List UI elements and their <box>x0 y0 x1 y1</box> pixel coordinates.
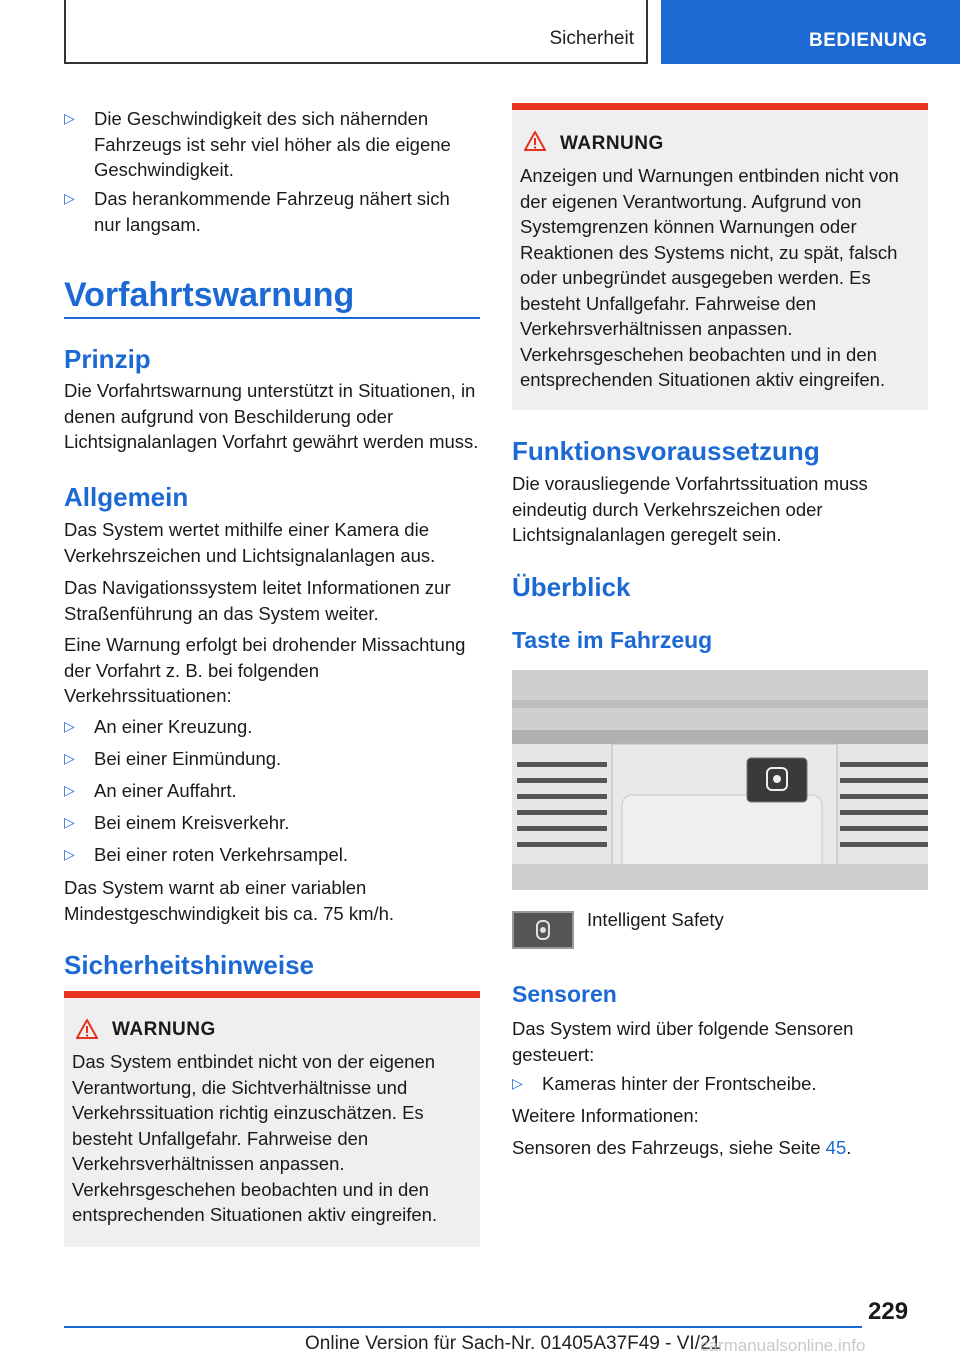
bullet-icon: ▷ <box>64 718 75 734</box>
paragraph: Das Navigationssystem leitet Informationen zur Straßenführung an das System weiter. <box>64 577 451 624</box>
heading-funktionsvoraussetzung: Funktionsvoraussetzung <box>512 436 820 466</box>
footer-online-version: Online Version für Sach-Nr. 01405A37F49 - VI/21 <box>305 1333 722 1354</box>
bullet-icon: ▷ <box>64 110 75 126</box>
paragraph: Die Vorfahrtswarnung unterstützt in Situationen, in denen aufgrund von Beschilderung oder Lichtsignalanlagen Vorfahrt gewährt werden muss. <box>64 380 479 452</box>
footer-rule <box>64 1326 862 1328</box>
list-item-text: Kameras hinter der Frontscheibe. <box>542 1073 817 1094</box>
paragraph: Die vorausliegende Vorfahrtssituation muss eindeutig durch Verkehrszeichen oder Lichtsignalanlagen geregelt sein. <box>512 473 868 545</box>
header-section-box <box>64 0 648 64</box>
header-chapter-tab[interactable] <box>661 0 960 64</box>
reference-end: . <box>846 1137 852 1158</box>
heading-taste: Taste im Fahrzeug <box>512 627 713 653</box>
intelligent-safety-button-icon <box>512 911 574 949</box>
warning-triangle-icon <box>76 1019 98 1039</box>
reference-text: Sensoren des Fahrzeugs, siehe Seite <box>512 1137 821 1158</box>
heading-sicherheitshinweise: Sicherheitshinweise <box>64 950 314 980</box>
button-caption: Intelligent Safety <box>587 909 724 930</box>
warning-bar <box>512 103 928 110</box>
page-title: Vorfahrtswarnung <box>64 276 355 314</box>
bullet-icon: ▷ <box>64 814 75 830</box>
warning-bar <box>64 991 480 998</box>
heading-allgemein: Allgemein <box>64 482 189 512</box>
heading-prinzip: Prinzip <box>64 344 151 374</box>
page-link[interactable]: 45 <box>825 1137 847 1158</box>
list-item-text: Das herankommende Fahrzeug nähert sich nur langsam. <box>94 188 450 235</box>
list-item-text: An einer Auffahrt. <box>94 780 237 801</box>
header-chapter: BEDIENUNG <box>809 30 928 51</box>
paragraph: Das System warnt ab einer variablen Mindestgeschwindigkeit bis ca. 75 km/h. <box>64 877 395 924</box>
heading-sensoren: Sensoren <box>512 981 617 1007</box>
warning-box <box>64 991 480 1247</box>
list-item-text: Bei einer Einmündung. <box>94 748 282 769</box>
reference-line <box>512 1135 928 1161</box>
bullet-icon: ▷ <box>512 1075 523 1091</box>
warning-title: WARNUNG <box>112 1019 216 1040</box>
bullet-icon: ▷ <box>64 782 75 798</box>
bullet-icon: ▷ <box>64 190 75 206</box>
page-number: 229 <box>868 1298 909 1325</box>
list-item-text: Bei einer roten Verkehrsampel. <box>94 844 348 865</box>
paragraph: Weitere Informationen: <box>512 1105 699 1126</box>
warning-triangle-icon <box>524 131 546 151</box>
warning-text: Anzeigen und Warnungen entbinden nicht von der eigenen Verantwortung. Aufgrund von Systemgrenzen können Warnungen oder Reaktionen des Systems nicht, zu spät, falsch oder unbegründet ausgegeben werden. Es besteht Unfallgefahr. Fahrweise den Verkehrsverhältnissen anpassen. Verkehrsgeschehen beobachten und in den entsprechenden Situationen aktiv eingreifen. <box>520 165 899 390</box>
list-item-text: An einer Kreuzung. <box>94 716 253 737</box>
warning-title: WARNUNG <box>560 133 664 154</box>
paragraph: Das System wird über folgende Sensoren gesteuert: <box>512 1018 854 1065</box>
list-item-text: Die Geschwindigkeit des sich nähernden Fahrzeugs ist sehr viel höher als die eigene Geschwindigkeit. <box>94 108 451 180</box>
dashboard-photo <box>512 670 928 890</box>
bullet-icon: ▷ <box>64 846 75 862</box>
paragraph: Das System wertet mithilfe einer Kamera die Verkehrszeichen und Lichtsignalanlagen aus. <box>64 519 436 566</box>
watermark: carmanualsonline.info <box>700 1336 866 1355</box>
list-item-text: Bei einem Kreisverkehr. <box>94 812 290 833</box>
header-section: Sicherheit <box>549 28 634 49</box>
safety-car-icon <box>532 919 554 941</box>
bullet-icon: ▷ <box>64 750 75 766</box>
warning-box <box>512 103 928 410</box>
heading-ueberblick: Überblick <box>512 572 631 602</box>
warning-text: Das System entbindet nicht von der eigenen Verantwortung, die Sichtverhältnisse und Verkehrssituation richtig einzuschätzen. Es besteht Unfallgefahr. Fahrweise den Verkehrsverhältnissen anpassen. Verkehrsgeschehen beobachten und in den entsprechenden Situationen aktiv eingreifen. <box>72 1051 438 1225</box>
paragraph: Eine Warnung erfolgt bei drohender Missachtung der Vorfahrt z. B. bei folgenden Verkehrssituationen: <box>64 634 466 706</box>
title-rule <box>64 317 480 319</box>
